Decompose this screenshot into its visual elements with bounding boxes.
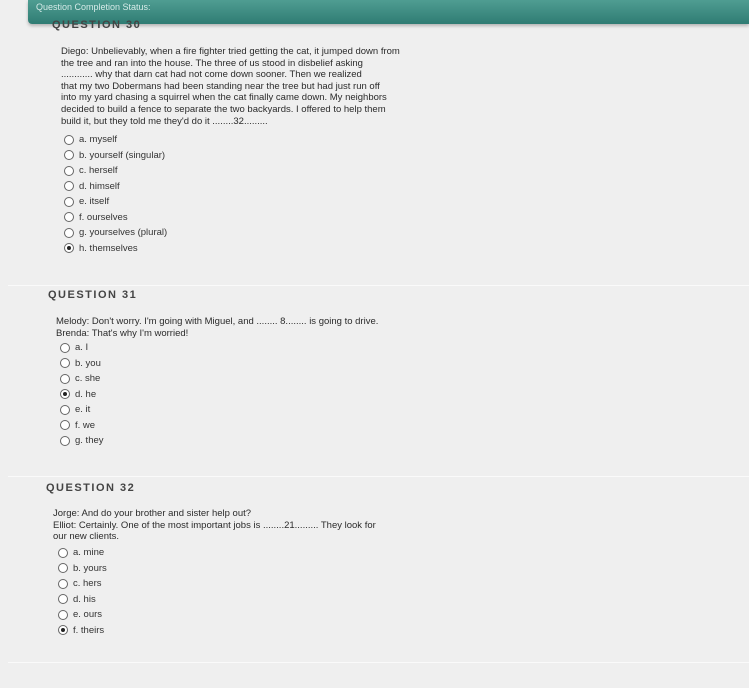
option-label: a. mine <box>73 547 105 559</box>
q32-option-f[interactable] <box>58 623 107 639</box>
radio-unselected-icon[interactable] <box>60 358 70 368</box>
q30-option-f[interactable] <box>64 210 167 226</box>
option-label: c. she <box>75 373 101 385</box>
option-label: a. I <box>75 342 89 354</box>
radio-unselected-icon[interactable] <box>64 166 74 176</box>
radio-unselected-icon[interactable] <box>58 563 68 573</box>
option-label: e. ours <box>73 609 103 621</box>
option-label: g. they <box>75 435 104 447</box>
question-32-title: QUESTION 32 <box>46 482 136 494</box>
radio-unselected-icon[interactable] <box>64 150 74 160</box>
q30-option-e[interactable] <box>64 194 167 210</box>
radio-unselected-icon[interactable] <box>64 228 74 238</box>
radio-unselected-icon[interactable] <box>64 197 74 207</box>
q30-option-c[interactable] <box>64 163 167 179</box>
question-30-text: Diego: Unbelievably, when a fire fighter tried getting the cat, it jumped down from the tree and ran into the house. The three of us stood in disbelief asking ............ why that darn cat had not come down sooner. Then we realized that my two Dobermans had been standing near the tree but had just run off into my yard chasing a squirrel when the cat finally came down. My neighbors decided to build a fence to separate the two backyards. I offered to help them build it, but they told me they'd do it ........32......... <box>61 46 400 127</box>
q30-option-b[interactable] <box>64 148 167 164</box>
radio-unselected-icon[interactable] <box>60 374 70 384</box>
q30-option-d[interactable] <box>64 179 167 195</box>
q30-option-a[interactable] <box>64 132 167 148</box>
radio-selected-icon[interactable] <box>58 625 68 635</box>
radio-unselected-icon[interactable] <box>60 405 70 415</box>
q32-option-a[interactable] <box>58 545 107 561</box>
option-label: b. yours <box>73 562 107 574</box>
option-label: c. herself <box>79 165 118 177</box>
option-label: d. his <box>73 593 96 605</box>
radio-unselected-icon[interactable] <box>60 343 70 353</box>
radio-unselected-icon[interactable] <box>64 181 74 191</box>
q31-option-f[interactable] <box>60 418 104 434</box>
radio-selected-icon[interactable] <box>60 389 70 399</box>
radio-unselected-icon[interactable] <box>58 594 68 604</box>
option-label: d. he <box>75 388 97 400</box>
option-label: b. yourself (singular) <box>79 149 166 161</box>
q30-option-g[interactable] <box>64 225 167 241</box>
option-label: e. it <box>75 404 91 416</box>
q32-option-d[interactable] <box>58 592 107 608</box>
question-30-options <box>64 132 167 256</box>
radio-unselected-icon[interactable] <box>64 212 74 222</box>
divider <box>8 476 749 477</box>
radio-unselected-icon[interactable] <box>58 579 68 589</box>
radio-unselected-icon[interactable] <box>60 420 70 430</box>
radio-unselected-icon[interactable] <box>64 135 74 145</box>
radio-unselected-icon[interactable] <box>58 610 68 620</box>
radio-selected-icon[interactable] <box>64 243 74 253</box>
q31-option-g[interactable] <box>60 433 104 449</box>
radio-unselected-icon[interactable] <box>58 548 68 558</box>
status-bar-label: Question Completion Status: <box>36 2 151 12</box>
option-label: g. yourselves (plural) <box>79 227 168 239</box>
option-label: f. we <box>75 419 96 431</box>
question-31-title: QUESTION 31 <box>48 289 138 301</box>
option-label: h. themselves <box>79 242 138 254</box>
divider <box>8 285 749 286</box>
divider <box>8 662 749 663</box>
question-30-title: QUESTION 30 <box>52 19 142 31</box>
q31-option-d[interactable] <box>60 387 104 403</box>
option-label: e. itself <box>79 196 110 208</box>
question-32-options <box>58 545 107 638</box>
question-31-options <box>60 340 104 449</box>
radio-unselected-icon[interactable] <box>60 436 70 446</box>
q30-option-h[interactable] <box>64 241 167 257</box>
q32-option-e[interactable] <box>58 607 107 623</box>
option-label: a. myself <box>79 134 118 146</box>
question-31-text: Melody: Don't worry. I'm going with Miguel, and ........ 8........ is going to drive. Brenda: That's why I'm worried! <box>56 316 379 339</box>
option-label: b. you <box>75 357 101 369</box>
question-32-text: Jorge: And do your brother and sister help out? Elliot: Certainly. One of the most important jobs is ........21......... They look for our new clients. <box>53 508 376 543</box>
q32-option-c[interactable] <box>58 576 107 592</box>
q32-option-b[interactable] <box>58 561 107 577</box>
q31-option-a[interactable] <box>60 340 104 356</box>
q31-option-e[interactable] <box>60 402 104 418</box>
option-label: c. hers <box>73 578 102 590</box>
option-label: f. theirs <box>73 624 105 636</box>
option-label: d. himself <box>79 180 120 192</box>
q31-option-b[interactable] <box>60 356 104 372</box>
q31-option-c[interactable] <box>60 371 104 387</box>
option-label: f. ourselves <box>79 211 128 223</box>
